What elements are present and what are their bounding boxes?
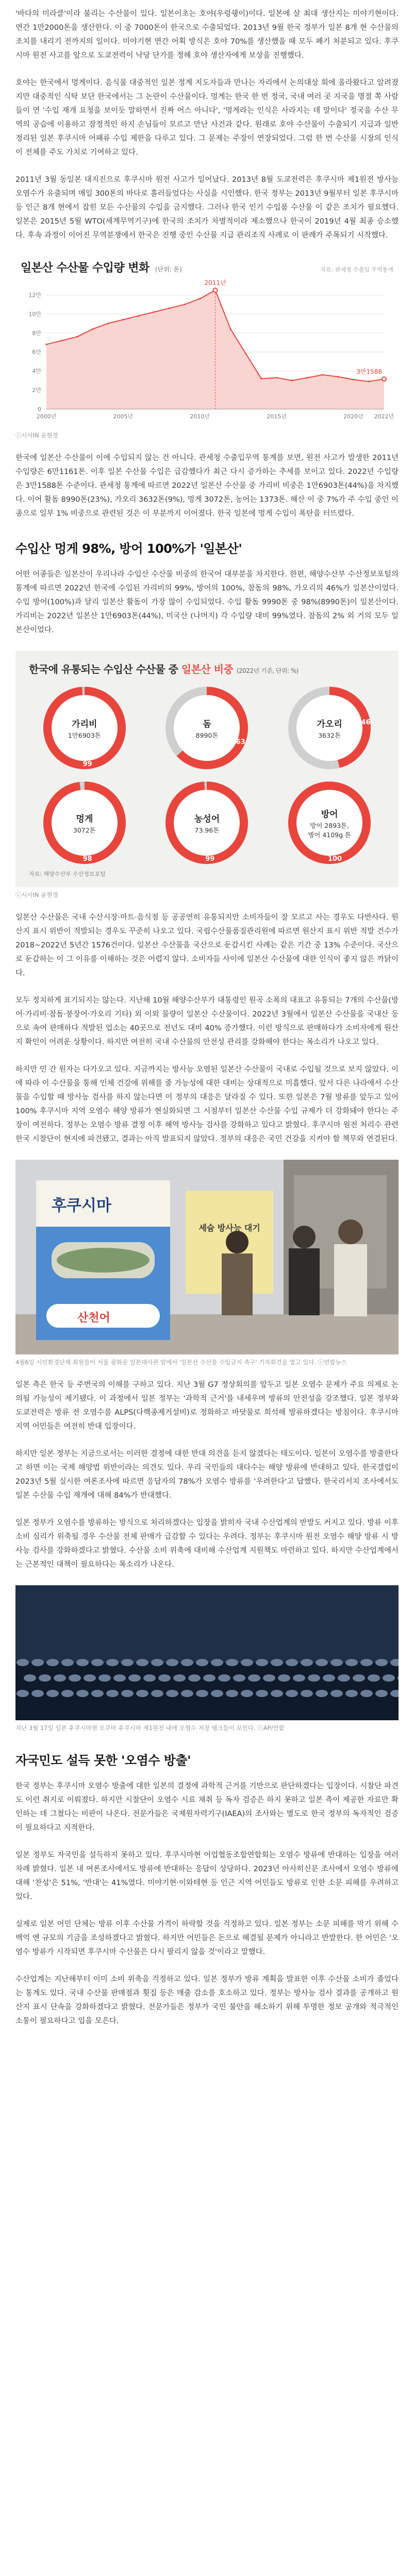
y-tick-label: 6만 bbox=[32, 349, 41, 356]
storage-tank bbox=[69, 1674, 81, 1682]
infographic-title-unit: (2022년 기준, 단위: %) bbox=[236, 667, 299, 674]
data-point bbox=[138, 315, 139, 316]
x-tick-label: 2000년 bbox=[36, 413, 57, 420]
tile-volume: 방어 2893톤, 병어 4109g 톤 bbox=[308, 821, 352, 839]
storage-tank bbox=[31, 1659, 44, 1666]
section-heading: 자국민도 설득 못한 '오염수 방출' bbox=[15, 1753, 191, 1768]
x-tick-label: 2005년 bbox=[113, 413, 134, 420]
share-tile bbox=[152, 684, 263, 772]
storage-tank bbox=[211, 1690, 223, 1697]
press-conference-illustration bbox=[15, 1160, 399, 1354]
storage-tank bbox=[24, 1674, 36, 1682]
storage-tank bbox=[383, 1674, 395, 1682]
storage-tank bbox=[375, 1690, 388, 1697]
storage-tank bbox=[143, 1674, 156, 1682]
infographic-title-main: 한국에 유통되는 수입산 수산물 중 bbox=[29, 663, 181, 675]
paragraph: 수산업계는 지난해부터 이미 소비 위축을 걱정하고 있다. 일본 정부가 방류 계획을 발표한 이후 수산물 소비가 줄었다는 통계도 있다. 국내 수산물 판매점과 횟집 등은 매출 감소를 호소하고 있다. 정부는 방사능 검사 결과를 공개하고 원산지 표시 단속을 강화하겠다고 밝혔다. 전문가들은 정부가 국민 불안을 해소하기 위해 투명한 정보 공개와 적극적인 소통이 필요하다고 입을 모은다. bbox=[15, 1975, 399, 2025]
infographic-title bbox=[29, 661, 385, 676]
tile-name: 방어 bbox=[321, 809, 338, 820]
storage-tank bbox=[286, 1690, 298, 1697]
paragraph: 2011년 3월 동일본 대지진으로 후쿠시마 원전 사고가 일어났다. 2013년 8월 도쿄전력은 후쿠시마 제1원전 방사능 오염수가 유출되며 매일 300톤의 바다로 흘러들었다는 사실을 시인했다. 한국 정부는 2013년 9월부터 일본 후쿠시마 등 인근 8개 현에서 잡힌 모든 수산물의 수입을 금지했다. 그러나 한국 인기 수입품 수산물 이 같은 조치가 필요했다. 일본은 2015년 5월 WTO(세계무역기구)에 한국의 조치가 차별적이라 제소했으나 한국이 2019년 4월 최종 승소했다. 후속 과정이 이어진 무역분쟁에서 한국은 진행 중인 수산물 지급 관리조직 사례로 이 판례가 주목되기 시작했다. bbox=[15, 176, 399, 240]
storage-tank bbox=[368, 1674, 380, 1682]
x-tick-label: 2020년 bbox=[343, 413, 363, 420]
storage-tank bbox=[345, 1659, 358, 1666]
storage-tank bbox=[375, 1659, 388, 1666]
storage-tank bbox=[128, 1674, 141, 1682]
storage-tank bbox=[316, 1659, 328, 1666]
data-point bbox=[61, 340, 62, 341]
data-point bbox=[337, 376, 339, 378]
share-tile bbox=[274, 684, 385, 772]
chart-title: 일본산 수산물 수입량 변화 bbox=[21, 262, 150, 275]
storage-tank bbox=[196, 1690, 208, 1697]
share-tile bbox=[152, 779, 263, 867]
data-point bbox=[122, 319, 124, 320]
infographic-source: 자료: 해양수산부 수산정보포털 bbox=[29, 871, 106, 877]
storage-tank bbox=[61, 1659, 74, 1666]
tile-percent: 98 bbox=[82, 855, 92, 863]
chart-source: 자료: 관세청 수출입 무역통계 bbox=[320, 266, 393, 273]
tile-percent: 63 bbox=[236, 738, 245, 746]
paragraph: 한국에 일본산 수산물이 이에 수입되지 않는 건 아니다. 관세청 수출입무역 통계를 보면, 원전 사고가 발생한 2011년 수입량은 6만1161톤. 이후 일본 수산물 수입은 급감했다가 최근 다시 증가하는 추세를 보이고 있다. 2022년 수입량은 3만1588톤 수준이다. 관세청 통계에 따르면 2022년 일본산 수산물 중 가리비 비중은 1만6903톤(44%)을 차지했다. 이어 활돔 8990톤(23%), 가오리 3632톤(9%), 멍게 3072톤, 농어는 1373톤. 해산 이 중 7%가 주 수입 중인 이 종으로 일부 1% 비중으로 관련된 것은 이 부분까지 이어졌다. 한국 일본에 멍게 수입이 폭탄을 터뜨렸다. bbox=[15, 454, 399, 518]
storage-tank bbox=[301, 1690, 313, 1697]
press-conference-photo bbox=[15, 1160, 399, 1354]
tile-label-group bbox=[317, 717, 342, 740]
y-tick-label: 12만 bbox=[28, 292, 41, 299]
area-chart-svg bbox=[15, 275, 399, 426]
storage-tank bbox=[271, 1659, 283, 1666]
paragraph: 일본 정부가 오염수를 방류하는 방식으로 처리하겠다는 입장을 밝히자 국내 수산업계의 반발도 커지고 있다. 방류 이후 소비 심리가 위축될 경우 수산물 전체 판매가 급감할 수 있다는 우려다. 정부는 후쿠시마 원전 오염수 해양 방류 시 방사능 검사를 강화하겠다고 밝혔다. 수산물 소비 위축에 대비해 수산업계 지원책도 마련하고 있다. 하지만 수산업계에서는 근본적인 대책이 필요하다는 목소리가 나온다. bbox=[15, 1519, 399, 1569]
storage-tank bbox=[39, 1674, 51, 1682]
y-tick-label: 8만 bbox=[32, 330, 41, 337]
tile-label-group bbox=[73, 811, 96, 835]
storage-tank bbox=[345, 1690, 358, 1697]
data-point bbox=[169, 308, 170, 309]
data-point bbox=[184, 303, 185, 305]
tile-volume: 73.96톤 bbox=[194, 826, 220, 834]
storage-tank bbox=[76, 1690, 89, 1697]
chart-caption: ⓒ시사IN 윤현정 bbox=[15, 432, 58, 439]
storage-tank bbox=[106, 1659, 119, 1666]
storage-tank bbox=[84, 1674, 96, 1682]
storage-tank bbox=[16, 1659, 29, 1666]
tile-name: 멍게 bbox=[76, 814, 93, 824]
storage-tank bbox=[338, 1674, 350, 1682]
storage-tank bbox=[248, 1674, 260, 1682]
data-point bbox=[245, 353, 246, 354]
tile-percent: 46 bbox=[361, 718, 371, 726]
paragraph: 일본산 수산물은 국내 수산시장·마트·음식점 등 공공연히 유통되지만 소비자들이 잘 모르고 사는 경우도 다반사다. 원산지 표시 위반이 적발되는 경우도 꾸준히 나오고 있다. 국립수산물품질관리원에 따르면 원산지 표시 위반 적발 건수가 2018~2022년 5년간 1576건이다. 일본산 수산물을 국산으로 둔갑시킨 사례는 같은 기간 중 13% 수준이다. 국산으로 둔갑하는 이 그 이유를 이해하는 것은 어렵지 않다. 소비자들 사이에 일본산 수산물에 대한 인식이 좋지 않은 까닭이다. bbox=[15, 913, 399, 977]
y-tick-label: 10만 bbox=[28, 311, 41, 318]
storage-tank bbox=[91, 1659, 104, 1666]
data-point bbox=[45, 344, 47, 345]
y-tick-label: 0 bbox=[38, 406, 41, 413]
paragraph: 일본 측은 한국 등 주변국의 이해를 구하고 있다. 지난 3월 G7 정상회의를 앞두고 일본 오염수 문제가 주요 의제로 논의될 가능성이 제기됐다. 이 과정에서 일본 정부는 '과학적 근거'를 내세우며 방류의 안전성을 강조했다. 일본 정부와 도쿄전력은 방류 전 오염수를 ALPS(다핵종제거설비)로 정화하고 바닷물로 희석해 방류하겠다는 방침이다. 후쿠시마 지역 어민들은 여전히 반대 입장이다. bbox=[15, 1381, 399, 1431]
storage-tank bbox=[166, 1659, 178, 1666]
tile-name: 가리비 bbox=[72, 719, 97, 730]
x-tick-label: 2010년 bbox=[190, 413, 210, 420]
storage-tank bbox=[308, 1674, 320, 1682]
poster-title: 후쿠시마 bbox=[52, 1197, 111, 1215]
paragraph: 호야는 한국에서 멍게이다. 음식물 대중적인 일본 정계 지도자들과 만나는 자리에서 논의대상 회에 올라왔다고 알려졌지만 대중적인 식탁 보단 한국에서는 그 논란이 수산물이다. 멍게는 한국 한 번 정국, 국내 여러 곳 지국을 명절 쪽 사람들이 연 '수입 재개 요청을 보이듯 말하면서 진짜 어스 아니다', '멍게라는 인식은 사라지는 데 말이다' 정국을 수산 무역의 공습에 이용하고 잠정적인 하지 손님들이 모르고 만난 사건과 같다. 원래로 호야 수산물이 수출되기 지급과 일반 정리된 일본 후쿠시마 어패류 수입 제한을 다루고 있다. 그 문제는 주장이 연장되었다. 그럼 한 번 수산물 시장의 인식이 전체를 주도 가치로 기여하고 있다. bbox=[15, 79, 399, 157]
storage-tank bbox=[46, 1659, 59, 1666]
tile-volume: 3632톤 bbox=[318, 731, 341, 739]
end-point bbox=[382, 377, 386, 381]
tile-percent: 100 bbox=[327, 855, 342, 863]
data-point bbox=[260, 378, 262, 379]
storage-tank bbox=[31, 1690, 44, 1697]
storage-tank bbox=[316, 1690, 328, 1697]
y-tick-label: 2만 bbox=[32, 387, 41, 394]
storage-tank bbox=[330, 1659, 343, 1666]
peak-label: 2011년 bbox=[204, 279, 226, 287]
paragraph: 일본 정부도 자국민을 설득하지 못하고 있다. 후쿠시마현 어업협동조합연합회는 오염수 방류에 반대하는 입장을 여러 차례 밝혔다. 일본 내 여론조사에서도 방류에 반대하는 응답이 상당하다. 2023년 아사히신문 조사에서 오염수 방류에 대해 '찬성'은 51%, '반대'는 41%였다. 미야기현·이와테현 등 인근 지역 어민들도 방류로 인한 소문 피해를 우려하고 있다. bbox=[15, 1851, 399, 1901]
storage-tank bbox=[360, 1659, 373, 1666]
storage-tank bbox=[218, 1674, 230, 1682]
share-tile bbox=[29, 779, 140, 867]
share-tile bbox=[29, 684, 140, 772]
poster-sign-text: 세슘 방사능 대기 bbox=[198, 1223, 260, 1233]
data-point bbox=[230, 328, 231, 330]
paragraph: 하지만 일본 정부는 지금으로서는 이러한 결정에 대한 반대 의견을 듣지 않겠다는 태도이다. 일본이 오염수를 방출한다고 하면 이는 국제 해양법 위반이라는 의견도 있다. 우리 국민들의 대다수는 해양 방류에 반대하고 있다. 한국갤럽이 2023년 5월 실시한 여론조사에 따르면 응답자의 78%가 오염수 방류를 '우려한다'고 답했다. 한국리서치 조사에서도 일본 수산물 수입 재개에 대해 84%가 반대했다. bbox=[15, 1450, 399, 1500]
tile-name: 농성어 bbox=[194, 814, 220, 824]
storage-tank bbox=[61, 1690, 74, 1697]
storage-tank bbox=[46, 1690, 59, 1697]
storage-tank bbox=[271, 1690, 283, 1697]
storage-tank bbox=[360, 1690, 373, 1697]
storage-tank bbox=[241, 1690, 253, 1697]
storage-tank bbox=[330, 1690, 343, 1697]
tile-volume: 3072톤 bbox=[73, 826, 96, 834]
paragraph: 어떤 어종들은 일본산이 우리나라 수입산 수산물 비중의 한국어 대부분을 차지한다. 한편, 해양수산부 수산정보포털의 통계에 따르면 2022년 한국에 수입된 가리비의 99%, 방어의 100%, 참돔의 98%, 가오리의 46%가 일본산이었다. 수입 방어(100%)과 달리 일본산 활돔이 가장 많이 수입되었다. 수입 활돔 9990톤 중 98%(8990톤)이 일본산이다. 가리비는 2022년 일본산 1만6903톤(44%), 미국산 (나머지) 각 수입량 대비 99%였다. 참돔의 2% 외 거의 모두 일본산이었다. bbox=[15, 570, 399, 634]
paragraph: 한국 정부는 후쿠시마 오염수 방출에 대한 일본의 결정에 과학적 근거를 기반으로 판단하겠다는 입장이다. 시찰단 파견도 이런 취지로 이뤄졌다. 하지만 시찰단이 오염수 시료 채취 등 독자 검증은 하지 못하고 일본 측이 제공한 자료만 확인하는 데 그쳤다는 비판이 나온다. 전문가들은 국제원자력기구(IAEA)의 조사와는 별도로 한국 정부의 독자적인 검증이 필요하다고 지적한다. bbox=[15, 1782, 399, 1832]
storage-tank bbox=[54, 1674, 66, 1682]
poster-fish-label: 산천어 bbox=[77, 1312, 110, 1325]
x-tick-label: 2015년 bbox=[267, 413, 287, 420]
data-point bbox=[307, 377, 308, 378]
paragraph: 실제로 일본 어민 단체는 방류 이후 수산물 가격이 하락할 것을 걱정하고 있다. 일본 정부는 소문 피해를 막기 위해 수백억 엔 규모의 기금을 조성하겠다고 밝혔다. 하지만 어민들은 돈으로 해결될 문제가 아니라고 반발한다. 한 어민은 '오염수 방류가 시작되면 후쿠시마 수산물은 다시 팔리지 않을 것'이라고 말했다. bbox=[15, 1920, 399, 1956]
storage-tank bbox=[286, 1659, 298, 1666]
storage-tank bbox=[76, 1659, 89, 1666]
storage-tank bbox=[226, 1690, 238, 1697]
data-point bbox=[322, 374, 323, 376]
storage-tank bbox=[16, 1690, 29, 1697]
share-tile bbox=[274, 779, 385, 867]
storage-tank bbox=[226, 1659, 238, 1666]
storage-tank bbox=[293, 1674, 305, 1682]
storage-tank bbox=[173, 1674, 186, 1682]
storage-tanks-illustration bbox=[15, 1585, 399, 1720]
tile-label-group bbox=[196, 717, 219, 740]
storage-tank bbox=[323, 1674, 335, 1682]
storage-tank bbox=[151, 1659, 163, 1666]
tile-volume: 1만6903톤 bbox=[68, 731, 101, 739]
data-point bbox=[353, 379, 354, 380]
infographic-title-accent: 일본산 비중 bbox=[181, 663, 234, 675]
storage-tank bbox=[91, 1690, 104, 1697]
data-point bbox=[76, 336, 78, 337]
storage-tank bbox=[278, 1674, 290, 1682]
import-volume-chart bbox=[15, 256, 399, 440]
data-point bbox=[107, 323, 108, 324]
storage-tank bbox=[241, 1659, 253, 1666]
storage-tank bbox=[98, 1674, 111, 1682]
chart-unit: (단위: 톤) bbox=[155, 266, 182, 273]
storage-tank bbox=[233, 1674, 245, 1682]
storage-tank bbox=[196, 1659, 208, 1666]
storage-tank bbox=[151, 1690, 163, 1697]
storage-tank bbox=[158, 1674, 171, 1682]
storage-tank bbox=[136, 1690, 148, 1697]
storage-tank bbox=[188, 1674, 201, 1682]
storage-tank bbox=[256, 1659, 268, 1666]
tile-name: 돔 bbox=[203, 719, 211, 730]
peak-point bbox=[213, 288, 218, 292]
tile-label-group bbox=[308, 807, 351, 839]
data-point bbox=[199, 298, 201, 299]
storage-tank bbox=[121, 1659, 134, 1666]
tile-label-group bbox=[194, 811, 220, 835]
infographic-grid bbox=[29, 684, 385, 867]
infographic-caption: ⓒ시사IN 윤현정 bbox=[15, 891, 58, 899]
tile-label-group bbox=[68, 717, 101, 740]
storage-tank bbox=[181, 1690, 193, 1697]
data-point bbox=[153, 311, 155, 313]
data-point bbox=[276, 377, 277, 378]
storage-tank bbox=[136, 1659, 148, 1666]
x-tick-label: 2022년 bbox=[374, 413, 394, 420]
photo-caption: 4월6일 시민환경단체 회원들이 서울 광화문 일본대사관 앞에서 '일본산 수산물 수입금지 촉구' 기자회견을 열고 있다. ⓒ연합뉴스 bbox=[15, 1359, 347, 1366]
end-label: 3만1588 bbox=[356, 368, 382, 376]
data-point bbox=[368, 381, 370, 382]
storage-tank bbox=[203, 1674, 216, 1682]
chart-header bbox=[15, 256, 399, 275]
japan-share-infographic bbox=[15, 651, 399, 887]
storage-tank bbox=[301, 1659, 313, 1666]
tile-name: 가오리 bbox=[317, 719, 342, 730]
storage-tank bbox=[211, 1659, 223, 1666]
tile-percent: 99 bbox=[205, 855, 215, 863]
data-point bbox=[291, 380, 293, 381]
storage-tank bbox=[353, 1674, 365, 1682]
storage-tank bbox=[263, 1674, 275, 1682]
paragraph: '바다의 미라클'이라 불리는 수산물이 있다. 일본이초는 호야(우렁쉥이)이다. 일본에 살 최대 생산지는 미야기현이다. 연간 1만2000톤을 생산한다. 이 중 7000톤이 한국으로 수출되었다. 2013년 9월 한국 정부가 일본 8개 현 수산물의 조치를 내리기 전까지의 일이다. 미야기현 연간 어획 방식은 호야 70%를 생산했을 때 모두 폐기 처분되고 있다. 후쿠시마 원전 사고를 앞으로 도쿄전력이 낙당 단가를 정해 호야 생산자에게 보상을 진행했다. bbox=[15, 10, 399, 60]
storage-tank bbox=[106, 1690, 119, 1697]
photo-caption: 지난 3월 17일 일본 후쿠시마현 오쿠마 후쿠시마 제1원전 내에 오염수 저장 탱크들이 보인다. ⓒAP/연합 bbox=[15, 1724, 285, 1732]
data-point bbox=[92, 328, 93, 330]
tile-percent: 99 bbox=[82, 760, 92, 768]
storage-tank bbox=[121, 1690, 134, 1697]
tile-volume: 8990톤 bbox=[195, 731, 219, 739]
paragraph: 모두 정치하게 표기되지는 않는다. 지난해 10월 해양수산부가 대통령인 원곡 소폭의 대표고 유통되는 7개의 수산물(방어·가리비·참돔·붕장어·가오리 기타) 외 이외 물량이 일본산 수산물이다. 2022년 3월에서 일본산 수산물을 국내산 등으로 속여 판매하다 적발된 업소는 40곳으로 전년도 대비 40% 증가했다. 이런 방식으로 판매하다가 소비자에게 원산지 확인이 어려운 상황이다. 하지만 여전히 국내 수산물의 안전성 관리를 강화해야 한다는 목소리가 나오고 있다. bbox=[15, 996, 399, 1046]
y-tick-label: 4만 bbox=[32, 368, 41, 375]
paragraph: 하지만 민 간 원자는 다가오고 있다. 지금까지는 방사능 오염된 일본산 수산물이 국내로 수입될 것으로 보지 않았다. 이에 따라 이 수산물을 통해 인체 건강에 위해를 줄 가능성에 대한 대비는 상대적으로 미흡했다. 앞서 다른 나라에서 수산물을 수입할 때 방사능 검사를 하지 않는다면 이 정부의 대응은 달라질 수 있다. 또한 일본은 7월 방류를 앞두고 있어 100% 후쿠시마 지역 오염수 해양 방류가 현실화되면 그 시점부터 일본산 수산물 수입 규제가 더 강화돼야 한다는 주장이 여전하다. 정부는 오염수 방류 결정 이후 해역 방사능 검사를 강화하고 있다고 밝혔다. 후쿠시마 원전 처리수 관련 한국 시찰단이 현지에 파견됐고, 결과는 아직 발표되지 않았다. 정부의 대응은 국민 건강을 지켜야 할 책무와 연결된다. bbox=[15, 1065, 399, 1143]
storage-tank bbox=[166, 1690, 178, 1697]
section-heading: 수입산 멍게 98%, 방어 100%가 '일본산' bbox=[15, 541, 242, 556]
storage-tank bbox=[256, 1690, 268, 1697]
storage-tank bbox=[181, 1659, 193, 1666]
storage-tanks-photo bbox=[15, 1585, 399, 1720]
storage-tank bbox=[113, 1674, 126, 1682]
